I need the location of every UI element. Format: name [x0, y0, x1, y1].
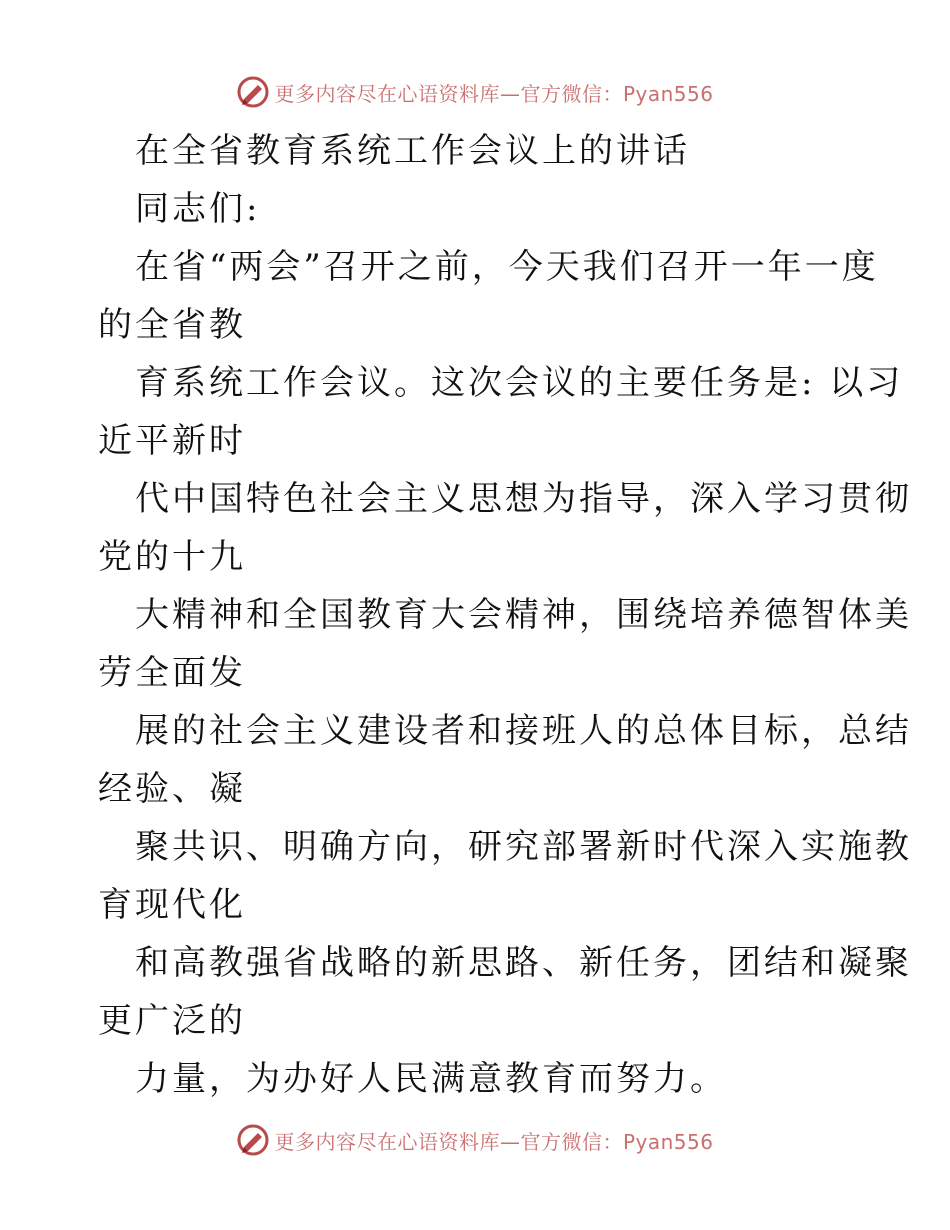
- watermark-text: 更多内容尽在心语资料库—官方微信：Pyan556: [274, 81, 714, 106]
- text-line: 力量，为办好人民满意教育而努力。: [135, 1059, 727, 1099]
- header-watermark: [0, 72, 950, 112]
- pen-logo-icon: [236, 1123, 270, 1157]
- footer-watermark: [0, 1120, 950, 1160]
- text-line: 经验、凝: [98, 769, 246, 809]
- text-line: 育系统工作会议。这次会议的主要任务是: 以习: [135, 363, 904, 403]
- text-line: 代中国特色社会主义思想为指导，深入学习贯彻: [135, 479, 912, 519]
- pen-logo-icon: [236, 75, 270, 109]
- text-line: 劳全面发: [98, 653, 246, 693]
- document-body: [98, 122, 912, 1108]
- text-line: 聚共识、明确方向，研究部署新时代深入实施教: [135, 827, 912, 867]
- text-line: 大精神和全国教育大会精神，围绕培养德智体美: [135, 595, 912, 635]
- text-line: 的全省教: [98, 305, 246, 345]
- text-line: 育现代化: [98, 885, 246, 925]
- text-line: 展的社会主义建设者和接班人的总体目标，总结: [135, 711, 912, 751]
- salutation: 同志们:: [135, 189, 261, 229]
- text-line: 和高教强省战略的新思路、新任务，团结和凝聚: [135, 943, 912, 983]
- text-line: 党的十九: [98, 537, 246, 577]
- text-line: 在省“两会”召开之前，今天我们召开一年一度: [135, 247, 879, 287]
- text-line: 近平新时: [98, 421, 246, 461]
- watermark-text: 更多内容尽在心语资料库—官方微信：Pyan556: [274, 1129, 714, 1154]
- document-title: 在全省教育系统工作会议上的讲话: [135, 131, 690, 171]
- text-line: 更广泛的: [98, 1001, 246, 1041]
